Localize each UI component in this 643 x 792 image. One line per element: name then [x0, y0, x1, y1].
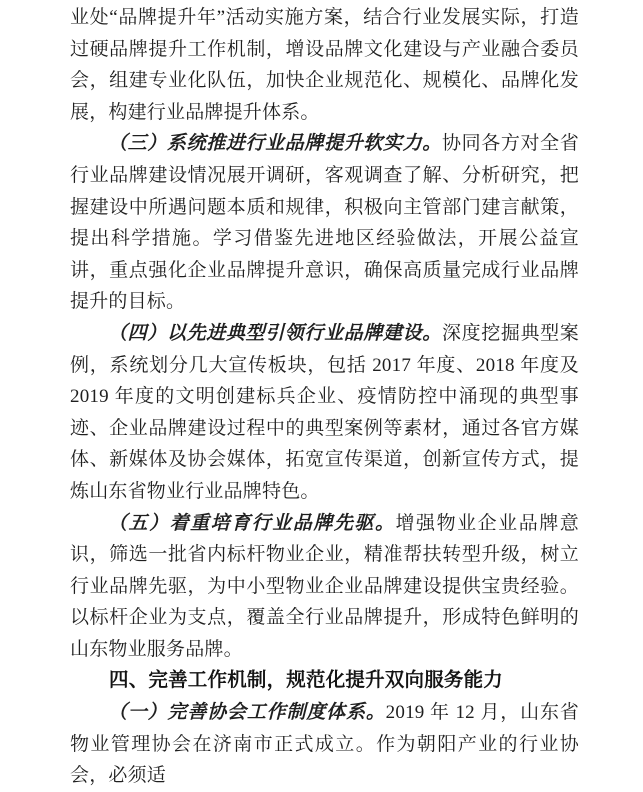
paragraph-lead-3: （三）系统推进行业品牌提升软实力。	[108, 133, 442, 155]
paragraph-item-1	[70, 697, 579, 792]
document-body	[70, 2, 579, 792]
paragraph-lead-4: （四）以先进典型引领行业品牌建设。	[108, 322, 442, 344]
paragraph-item-4	[70, 318, 579, 508]
paragraph-item-5	[70, 508, 579, 666]
paragraph-lead-1: （一）完善协会工作制度体系。	[108, 702, 386, 724]
paragraph-text-3: 协同各方对全省行业品牌建设情况展开调研，客观调查了解、分析研究，把握建设中所遇问题本质和规律，积极向主管部门建言献策，提出科学措施。学习借鉴先进地区经验做法，开展公益宣讲，重点强化企业品牌提升意识，确保高质量完成行业品牌提升的目标。	[70, 133, 579, 313]
paragraph-text-1: 2019 年 12 月，山东省物业管理协会在济南市正式成立。作为朝阳产业的行业协会，必须适	[70, 702, 579, 787]
section-heading-4: 四、完善工作机制，规范化提升双向服务能力	[109, 669, 504, 692]
paragraph-lead-5: （五）着重培育行业品牌先驱。	[108, 512, 396, 534]
paragraph-text-4: 深度挖掘典型案例，系统划分几大宣传板块，包括 2017 年度、2018 年度及 2019 年度的文明创建标兵企业、疫情防控中涌现的典型事迹、企业品牌建设过程中的典型案例等素材，通过各官方媒体、新媒体及协会媒体，拓宽宣传渠道，创新宣传方式，提炼山东省物业行业品牌特色。	[70, 322, 579, 502]
paragraph-text-5: 增强物业企业品牌意识，筛选一批省内标杆物业企业，精准帮扶转型升级，树立行业品牌先驱，为中小型物业企业品牌建设提供宝贵经验。以标杆企业为支点，覆盖全行业品牌提升，形成特色鲜明的山东物业服务品牌。	[70, 512, 579, 660]
paragraph-continuation: 业处“品牌提升年”活动实施方案，结合行业发展实际，打造过硬品牌提升工作机制，增设品牌文化建设与产业融合委员会，组建专业化队伍，加快企业规范化、规模化、品牌化发展，构建行业品牌提升体系。	[70, 7, 579, 123]
paragraph-item-3	[70, 128, 579, 318]
